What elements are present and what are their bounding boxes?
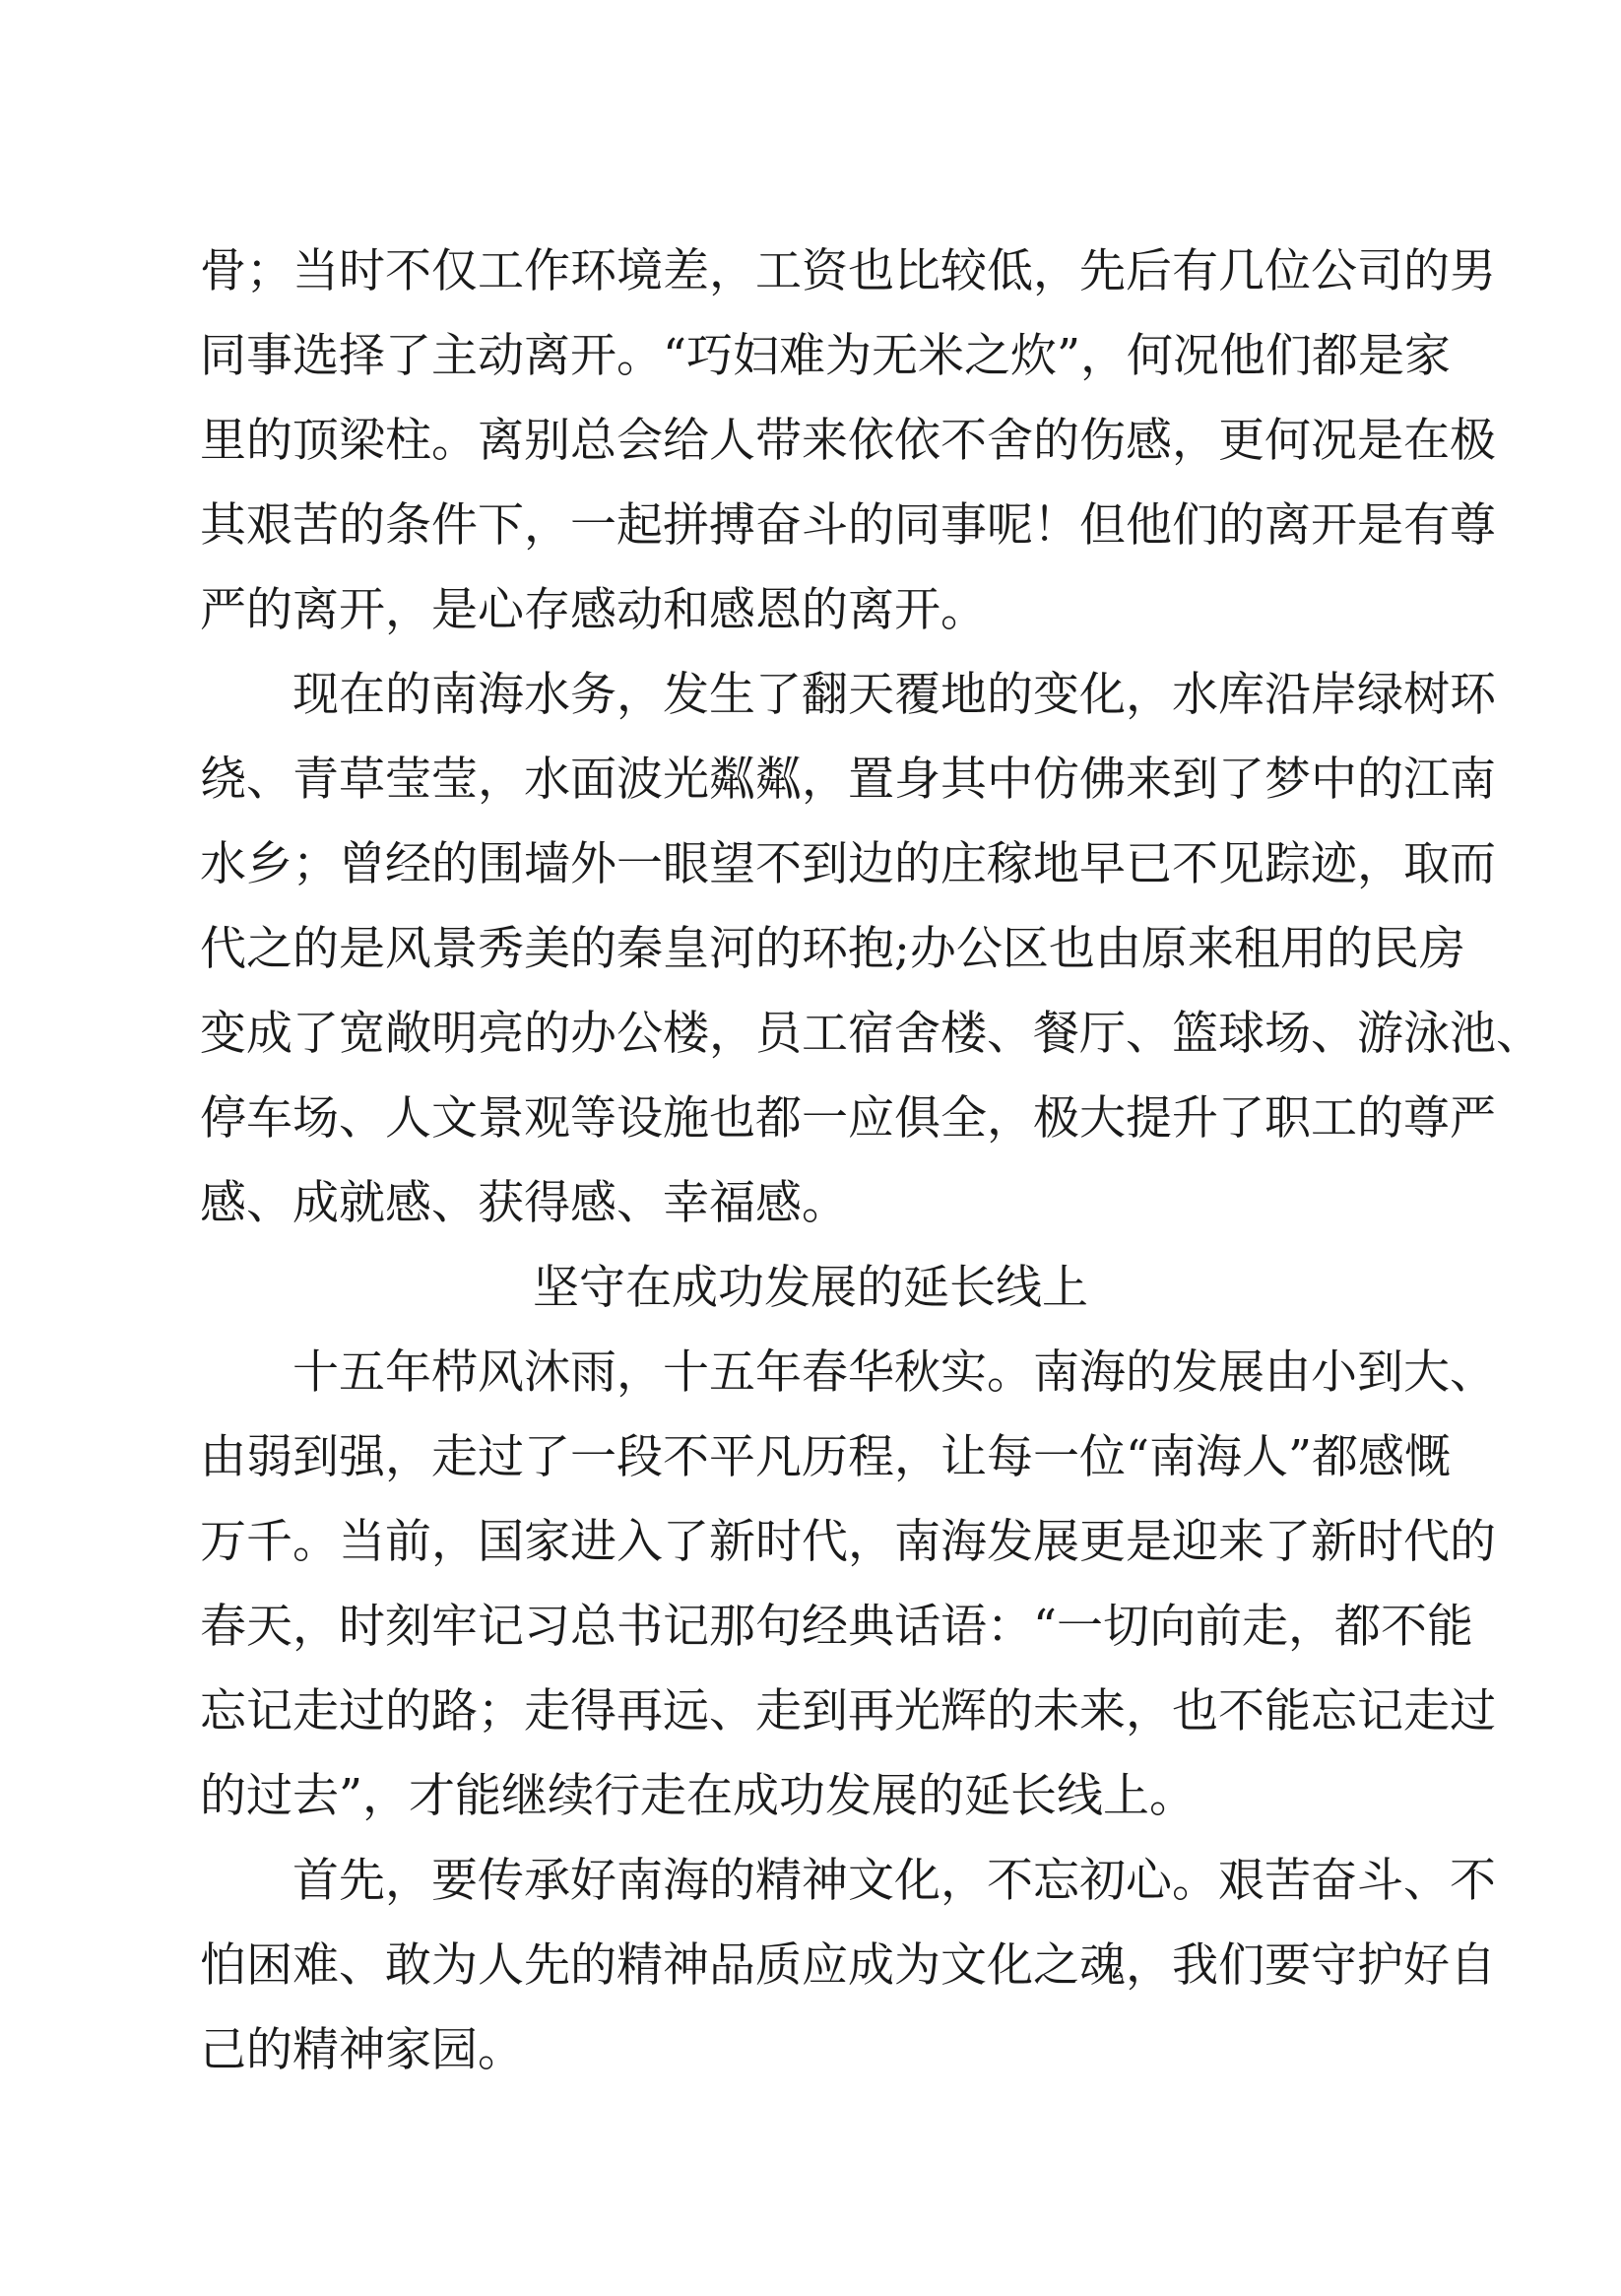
paragraph-line: 怕困难、敢为人先的精神品质应成为文化之魂，我们要守护好自 (200, 1938, 1496, 1993)
paragraph-line: 代之的是风景秀美的秦皇河的环抱;办公区也由原来租用的民房 (200, 922, 1465, 976)
paragraph-line: 首先，要传承好南海的精神文化，不忘初心。艰苦奋斗、不 (292, 1854, 1496, 1908)
paragraph-line: 其艰苦的条件下，一起拼搏奋斗的同事呢！但他们的离开是有尊 (200, 498, 1496, 553)
paragraph-line: 里的顶梁柱。离别总会给人带来依依不舍的伤感，更何况是在极 (200, 414, 1496, 468)
paragraph-line: 春天，时刻牢记习总书记那句经典话语：“一切向前走，都不能 (200, 1600, 1474, 1654)
paragraph-line: 骨；当时不仅工作环境差，工资也比较低，先后有几位公司的男 (200, 244, 1496, 298)
paragraph-line: 停车场、人文景观等设施也都一应俱全，极大提升了职工的尊严 (200, 1091, 1496, 1146)
paragraph-line: 感、成就感、获得感、幸福感。 (200, 1176, 848, 1230)
paragraph-line: 己的精神家园。 (200, 2023, 524, 2077)
paragraph-line: 现在的南海水务，发生了翻天覆地的变化，水库沿岸绿树环 (292, 668, 1496, 722)
paragraph-line: 由弱到强，走过了一段不平凡历程，让每一位“南海人”都感慨 (200, 1430, 1452, 1484)
paragraph-line: 水乡；曾经的围墙外一眼望不到边的庄稼地早已不见踪迹，取而 (200, 837, 1496, 891)
paragraph-line: 变成了宽敞明亮的办公楼，员工宿舍楼、餐厅、篮球场、游泳池、 (200, 1007, 1542, 1061)
paragraph-line: 严的离开，是心存感动和感恩的离开。 (200, 583, 987, 637)
paragraph-line: 十五年栉风沐雨，十五年春华秋实。南海的发展由小到大、 (292, 1345, 1496, 1400)
paragraph-line: 绕、青草莹莹，水面波光粼粼，置身其中仿佛来到了梦中的江南 (200, 753, 1496, 807)
section-heading: 坚守在成功发展的延长线上 (533, 1261, 1088, 1315)
paragraph-line: 万千。当前，国家进入了新时代，南海发展更是迎来了新时代的 (200, 1515, 1496, 1569)
paragraph-line: 忘记走过的路；走得再远、走到再光辉的未来，也不能忘记走过 (200, 1684, 1496, 1738)
paragraph-line: 的过去”，才能继续行走在成功发展的延长线上。 (200, 1769, 1197, 1823)
paragraph-line: 同事选择了主动离开。“巧妇难为无米之炊”，何况他们都是家 (200, 329, 1452, 383)
